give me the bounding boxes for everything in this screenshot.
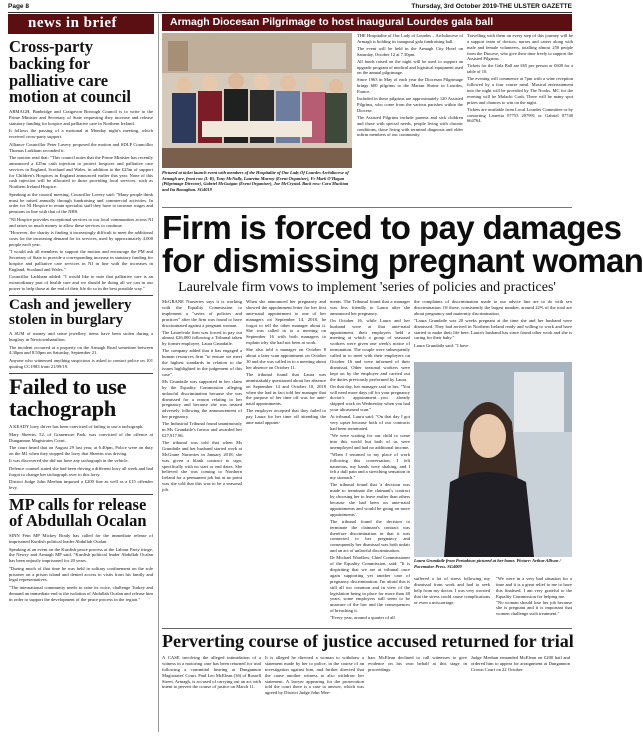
lead-column-4 — [414, 299, 572, 359]
pilgrimage-paragraph: Included in these pilgrims are approximately 120 Assisted Pilgrims, who come from the various parishes within the Diocese. — [357, 96, 463, 113]
lead-after-photo-2 — [496, 576, 572, 624]
brief-paragraph: The motion read that: "This council notes that the Prime Minister has recently announced a £25m cash injection to protect hospices and palliative care services in England, Scotland and Wales, in addition to the £25m of support for Children's Hospices in England announced earlier this year. None of this cash injection will be allocated to those providing local services, such as Northern Ireland Hospice. — [9, 154, 153, 190]
brief-paragraph: It was discovered she did not have any tachograph in the vehicle. — [9, 458, 129, 464]
brief-paragraph: Speaking at an event on the Kurdish peace process at the Labour Party fringe, the Newry and Armagh MP said, "Kurdish political leader Abdullah Ocalan has been unjustly imprisoned for 20 years. — [9, 546, 153, 564]
paragraph: Judge Meehan remanded McElean on £200 bail and ordered him to appear for arraignment at Dungannon Crown Court on 22 October. — [471, 655, 570, 672]
paragraph: suffered a lot of stress following my dismissal from work and had to seek help from my doctor. I was very worried that the stress could cause complications or even a miscarriage. — [414, 576, 490, 605]
lead-paragraph: The tribunal was told that when Ms Grundaile and her husband started work at McGrane Nurseries in January 2018, she was given a blank contract to sign, specifically with no start or end dates. She believed she was coming to Northern Ireland for a permanent job but at no point was she told that this was to be a seasonal job. — [162, 440, 242, 493]
paragraph: "We were in a very bad situation for a time and it is a great relief to me to have this finalised. I am very grateful to the Equality Commission for helping me. — [496, 576, 572, 599]
pilgrimage-photo-caption: Pictured at ticket launch event with members of the Hospitalite of Our Lady Of Lourdes Archdiocese of Armagh are, front row (L-R), Tony McNally, Lauretta Murray (Event Organiser), Fr Mark O'Hagan (Pilgrimage Director), Gabriel McGuigan (Event Organiser), Joe McCrystal. Back row: Cora Muckian and Ita Bonaghan. SG4019 — [162, 170, 349, 193]
lead-subheadline: Laurelvale firm vows to implement 'series of policies and practices' — [178, 280, 556, 295]
brief-paragraph: Mary Sheerin, 52, of Granemore Park, was convicted of the offence at Dungannon Magistrates Court. — [9, 431, 153, 443]
perverting-column-2 — [265, 655, 364, 733]
lead-column-3 — [330, 299, 410, 624]
perverting-column-3 — [368, 655, 467, 733]
lead-paragraph: The tribunal found that Laura was unmistakably questioned about her absence on September 14 and October 10, 2018 when she had in fact told her manager that the purpose of her time off was for ante-natal appointments. — [246, 371, 326, 407]
pilgrimage-paragraph: The evening will commence at 7pm with a wine reception followed by a four course meal. Musical entertainment into the night will be provided by The Nooks. MC for the evening will be Malachi Cush. There will be many spot prizes and chances to win on the night. — [467, 76, 573, 105]
lead-paragraph: The company added that it has engaged a human resources firm "to ensure we meet the highest standards in relation to the issues highlighted in the judgement of this case". — [162, 348, 242, 377]
pilgrimage-group-photo — [162, 33, 352, 168]
brief-paragraph: SINN Féin MP Mickey Brady has called for the immediate release of imprisoned Kurdish political leader Abdullah Ocalan. — [9, 533, 153, 545]
lead-paragraph: "We were waiting for our child to come into this world but both of us were unemployed and had no additional income. — [330, 433, 410, 450]
brief-paragraph: "During much of that time he was held in solitary confinement on the sole prisoner on a prison island and denied access to visits from his family and legal representatives. — [9, 565, 153, 583]
lead-paragraph: The employer accepted that they failed to pay Laura for her time off attending the ante natal appoint- — [246, 408, 326, 426]
brief-paragraph: Anyone who witnessed anything suspicious is asked to contact police on 101 quoting CC1983 from 21/09/19. — [9, 357, 153, 369]
lead-paragraph: McGRANE Nurseries says it is working with the Equality Commission to implement a "series of policies and practices" after the firm was found to have discriminated against a pregnant woman. — [162, 299, 242, 328]
pilgrimage-paragraph: Travelling with them on every step of this journey will be a support team of doctors, nurses and carers along with male and female volunteers, totalling almost 250 people from the Diocese, who give their time freely to support the Assisted Pilgrims. — [467, 33, 573, 62]
pilgrimage-column-1 — [357, 33, 463, 205]
brief-paragraph: ARMAGH, Banbridge and Craigavon Borough Council is to write to the Prime Minister and Secretary of State requesting they increase and release statutory funding for hospice and palliative care in Northern Ireland. — [9, 109, 153, 127]
perverting-column-4 — [471, 655, 570, 733]
lead-paragraph: "Laura Grundaile was 20 weeks pregnant at the time she and her husband were dismissed. They had arrived in Northern Ireland ready and willing to work and have started to make their life here. Laura's husband has since found other work and she is caring for their baby." — [414, 317, 572, 341]
lead-paragraph: ments. The Tribunal found that a manager was less friendly to Laura after she announced her pregnancy. — [330, 299, 410, 316]
top-rule — [8, 12, 572, 13]
pilgrimage-column-2 — [467, 33, 573, 205]
lead-headline — [162, 209, 643, 279]
lead-paragraph: The tribunal found the decision to terminate the claimant's contract was therefore discrimination in that it was connected to her pregnancy and consequently her dismissal was both unfair and an act of unlawful discrimination. — [330, 518, 410, 554]
paragraph: han. McElean declined to call witnesses to give evidence on his own behalf at this stage in proceedings. — [368, 655, 467, 672]
brief-headline: Cash and jewellery stolen in burglary — [9, 296, 132, 328]
pilgrimage-paragraph: All funds raised on the night will be used to support an upgrade program of medical and logistical equipment used on the annual pilgrimage. — [357, 58, 463, 76]
pilgrimage-paragraph: Tickets for the Gala Ball are £65 per person or £600 for a table of 10. — [467, 63, 573, 75]
brief-paragraph: "NI Hospice provides exceptional services to our local communities across NI and raises so much money to allow these services to continue. — [9, 216, 153, 228]
lead-column-2 — [246, 299, 326, 624]
lead-portrait-photo — [414, 362, 572, 557]
lead-paragraph: "When I returned to my place of work following this conversation, I felt nauseous, my hands were shaking, and I felt a dull pain and a stretching sensation in my stomach." — [330, 451, 410, 481]
brief-paragraph: Defence counsel stated she had been driving a different lorry all week and had forgot to change her tachograph over to this lorry. — [9, 465, 153, 477]
brief-headline: Failed to use tachograph — [9, 373, 127, 422]
lead-paragraph: She also told a manager on October 8 about a later scan appointment on October 10 and she was called in to a meeting about her absence on October 11. — [246, 347, 326, 370]
lead-paragraph: Dr Michael Wardlow, Chief Commissioner of the Equality Commission, said: "It is dispiriting that we are at tribunal once again supporting yet another case of pregnancy discrimination. I'm afraid this is still all too common and in view of the legislation being in place for more than 40 years, some employers still seem to be unaware of the law and the consequences of breaching it. — [330, 555, 410, 614]
perverting-headline: Perverting course of justice accused returned for trial — [162, 631, 574, 651]
news-in-brief-header: news in brief — [8, 14, 154, 34]
lead-column-1 — [162, 299, 242, 624]
lead-paragraph: "Every year, around a quarter of all — [330, 615, 395, 621]
lead-paragraph: The Industrial Tribunal found unanimously in Ms Grundaile's favour and awarded her £27,917.86. — [162, 421, 242, 438]
paragraph: A CASE involving the alleged intimidation of a witness in a motoring case has been returned for trial following a committal hearing at Dungannon Magistrates' Court. Paul Leo McElean (36) of Russell Street, Armagh, is accused of carrying out an act with intent to pervert the course of justice on March 11. — [162, 655, 261, 690]
page-number: Page 8 — [8, 3, 29, 10]
brief-paragraph: "However, the charity is finding it increasingly difficult to meet the additional costs for the increasing demand for its services, used by approximately 4,000 people each year. — [9, 229, 153, 247]
lead-paragraph: the complaints of discrimination made to our advice line are to do with sex discrimination. Of those, consistently the largest number, around 22% of the total are about pregnancy and maternity discrimination. — [414, 299, 572, 316]
lead-paragraph: Laura Grundaile said: "I have — [414, 342, 469, 348]
lead-paragraph: Ms Grundaile was supported in her claim by the Equality Commission alleging unlawful discrimination because she was dismissed for a reason relating to her pregnancy and because she was treated adversely following the announcement of her pregnancy. — [162, 378, 242, 420]
brief-paragraph: The incident occurred at a property on the Armagh Road sometime between 4.30pm and 8.50pm on Saturday, September 21. — [9, 344, 153, 356]
perverting-column-1 — [162, 655, 261, 733]
paragraph: "No woman should lose her job because she is pregnant and it is important that women challenge such treatment." — [496, 599, 572, 617]
brief-headline: Cross-party backing for palliative care motion at council — [9, 37, 131, 107]
lead-paragraph: The tribunal found that 'a decision was made to terminate the claimant's contract by choosing her to leave earlier than others because she had been on ante-natal appointments and would be going on more appointments'. — [330, 482, 410, 517]
lead-rule — [162, 628, 572, 629]
pilgrimage-paragraph: Since 1963 in May of each year the Diocesan Pilgrimage brings 600 pilgrims to the Marian Shrine in Lourdes, France. — [357, 77, 463, 95]
pilgrimage-banner: Armagh Diocesan Pilgrimage to host inaugural Lourdes gala ball — [162, 14, 572, 31]
lead-paragraph: On that day, her manager said to her, "You will need more days off for your pregnancy doctor's appointment…you already skipped work on Wednesday when you had your ultrasound scan." — [330, 383, 410, 413]
brief-paragraph: Councillor Larkham added: "I would like to note that palliative care is an extraordinary part of health care and we should be doing all we can in our power to help those at the end of their life do so in the best possible way." — [9, 274, 153, 291]
lead-paragraph: On October 16, while Laura and her husband were at that ante-natal appointment, their employers held a meeting at which a group of seasonal workers were given one week's notice of termination. The couple were subsequently called in to meet with their employers on October 16 and were informed of their dismissal. Other seasonal workers were kept on by the employer and carried out the duties previously performed by Laura. — [330, 317, 410, 382]
brief-paragraph: "The international community needs to raise its voice, challenge Turkey and demand an immediate end to the isolation of Abdullah Ocalan and release him in order to support the development of the peace process in the region." — [9, 584, 153, 602]
lead-headline-line-2: for dismissing pregnant woman — [162, 242, 643, 279]
pilgrimage-paragraph: The event will be held in the Armagh City Hotel on Saturday, October 12 at 7.30pm. — [357, 45, 463, 57]
lead-paragraph: The Laurelvale firm was forced to pay out almost £26,000 following a Tribunal taken by former employee, Laura Grundaile. — [162, 329, 242, 347]
lead-paragraph: At tribunal, Laura said: "On that day I got very upset because both of our contracts had been terminated. — [330, 414, 410, 431]
brief-paragraph: Alliance Councillor Peter Lavery proposed the motion and SDLP Councillor Thomas Larkham seconded it. — [9, 141, 153, 153]
brief-paragraph: The court heard that on August 29 last year, at 6.40pm, Police were on duty on the M1 when they stopped the lorry that Sheerin was driving. — [9, 445, 153, 456]
paragraph: It is alleged he directed a woman to withdraw a statement made by her to police, in the course of an investigation against him, and further directed that the cause another witness to also withdraw her statement. A lawyer appearing for the prosecution told the court there is a case to answer, which was agreed by District Judge John Mee- — [265, 655, 364, 696]
lead-photo-caption: Laura Grundaile from Portadown pictured at her home. Picture: Arthur Allison / Pacemaker Press. SG4009 — [414, 558, 561, 569]
pilgrimage-paragraph: THE Hospitalite of Our Lady of Lourdes – Archdiocese of Armagh is holding its inaugural gala fundraising ball. — [357, 33, 463, 44]
brief-paragraph: "I would ask all members to support the motion and encourage the PM and Secretary of State to provide a corresponding increase in statutory funding for hospice and palliative care services in NI in line with the increases in England, Scotland and Wales." — [9, 249, 153, 272]
pilgrimage-rule — [162, 207, 572, 208]
dateline: Thursday, 3rd October 2019-THE ULSTER GAZETTE — [411, 3, 572, 10]
lead-paragraph: When she announced her pregnancy and showed the appointment letter for her first ante-natal appointment to one of her managers on September 14, 2018, he forgot to tell the other manager about it. She was called in to a meeting on September 16 with both managers to explain why she had not been at work. — [246, 299, 326, 346]
brief-paragraph: A SUM of money and some jewellery items have been stolen during a burglary in Newtownhamilton. — [9, 331, 153, 343]
column-separator — [158, 14, 159, 732]
pilgrimage-paragraph: The Assisted Pilgrims include parents and sick children and those with special needs, people living with chronic conditions, those living with terminal diagnosis and elder infirm members of our community. — [357, 114, 463, 138]
lead-headline-line-1: Firm is forced to pay damages — [162, 209, 622, 246]
brief-paragraph: A KEADY lorry driver has been convicted of failing to use a tachograph. — [9, 424, 144, 430]
brief-paragraph: Speaking at the council meeting, Councillor Lavery said: "Many people think must be raised annually through fundraising and commercial activities. In order for NI Hospice to retain specialist staff they have to increase wages and pensions in line with that of the NHS. — [9, 191, 153, 215]
brief-paragraph: It follows the passing of a motional at Monday night's meeting, which received cross-party support. — [9, 128, 153, 140]
news-in-brief-column — [9, 37, 153, 732]
pilgrimage-paragraph: Tickets are available from Local Lourdes Committee or by contacting Lauretta 07753 207991 or Gabriel 07740 664764. — [467, 106, 573, 124]
brief-separator — [9, 295, 153, 296]
lead-after-photo-1 — [414, 576, 490, 624]
brief-headline: MP calls for release of Abdullah Ocalan — [9, 494, 147, 531]
brief-paragraph: District Judge John Meehan imposed a £200 fine as well as a £15 offender levy. — [9, 478, 153, 490]
